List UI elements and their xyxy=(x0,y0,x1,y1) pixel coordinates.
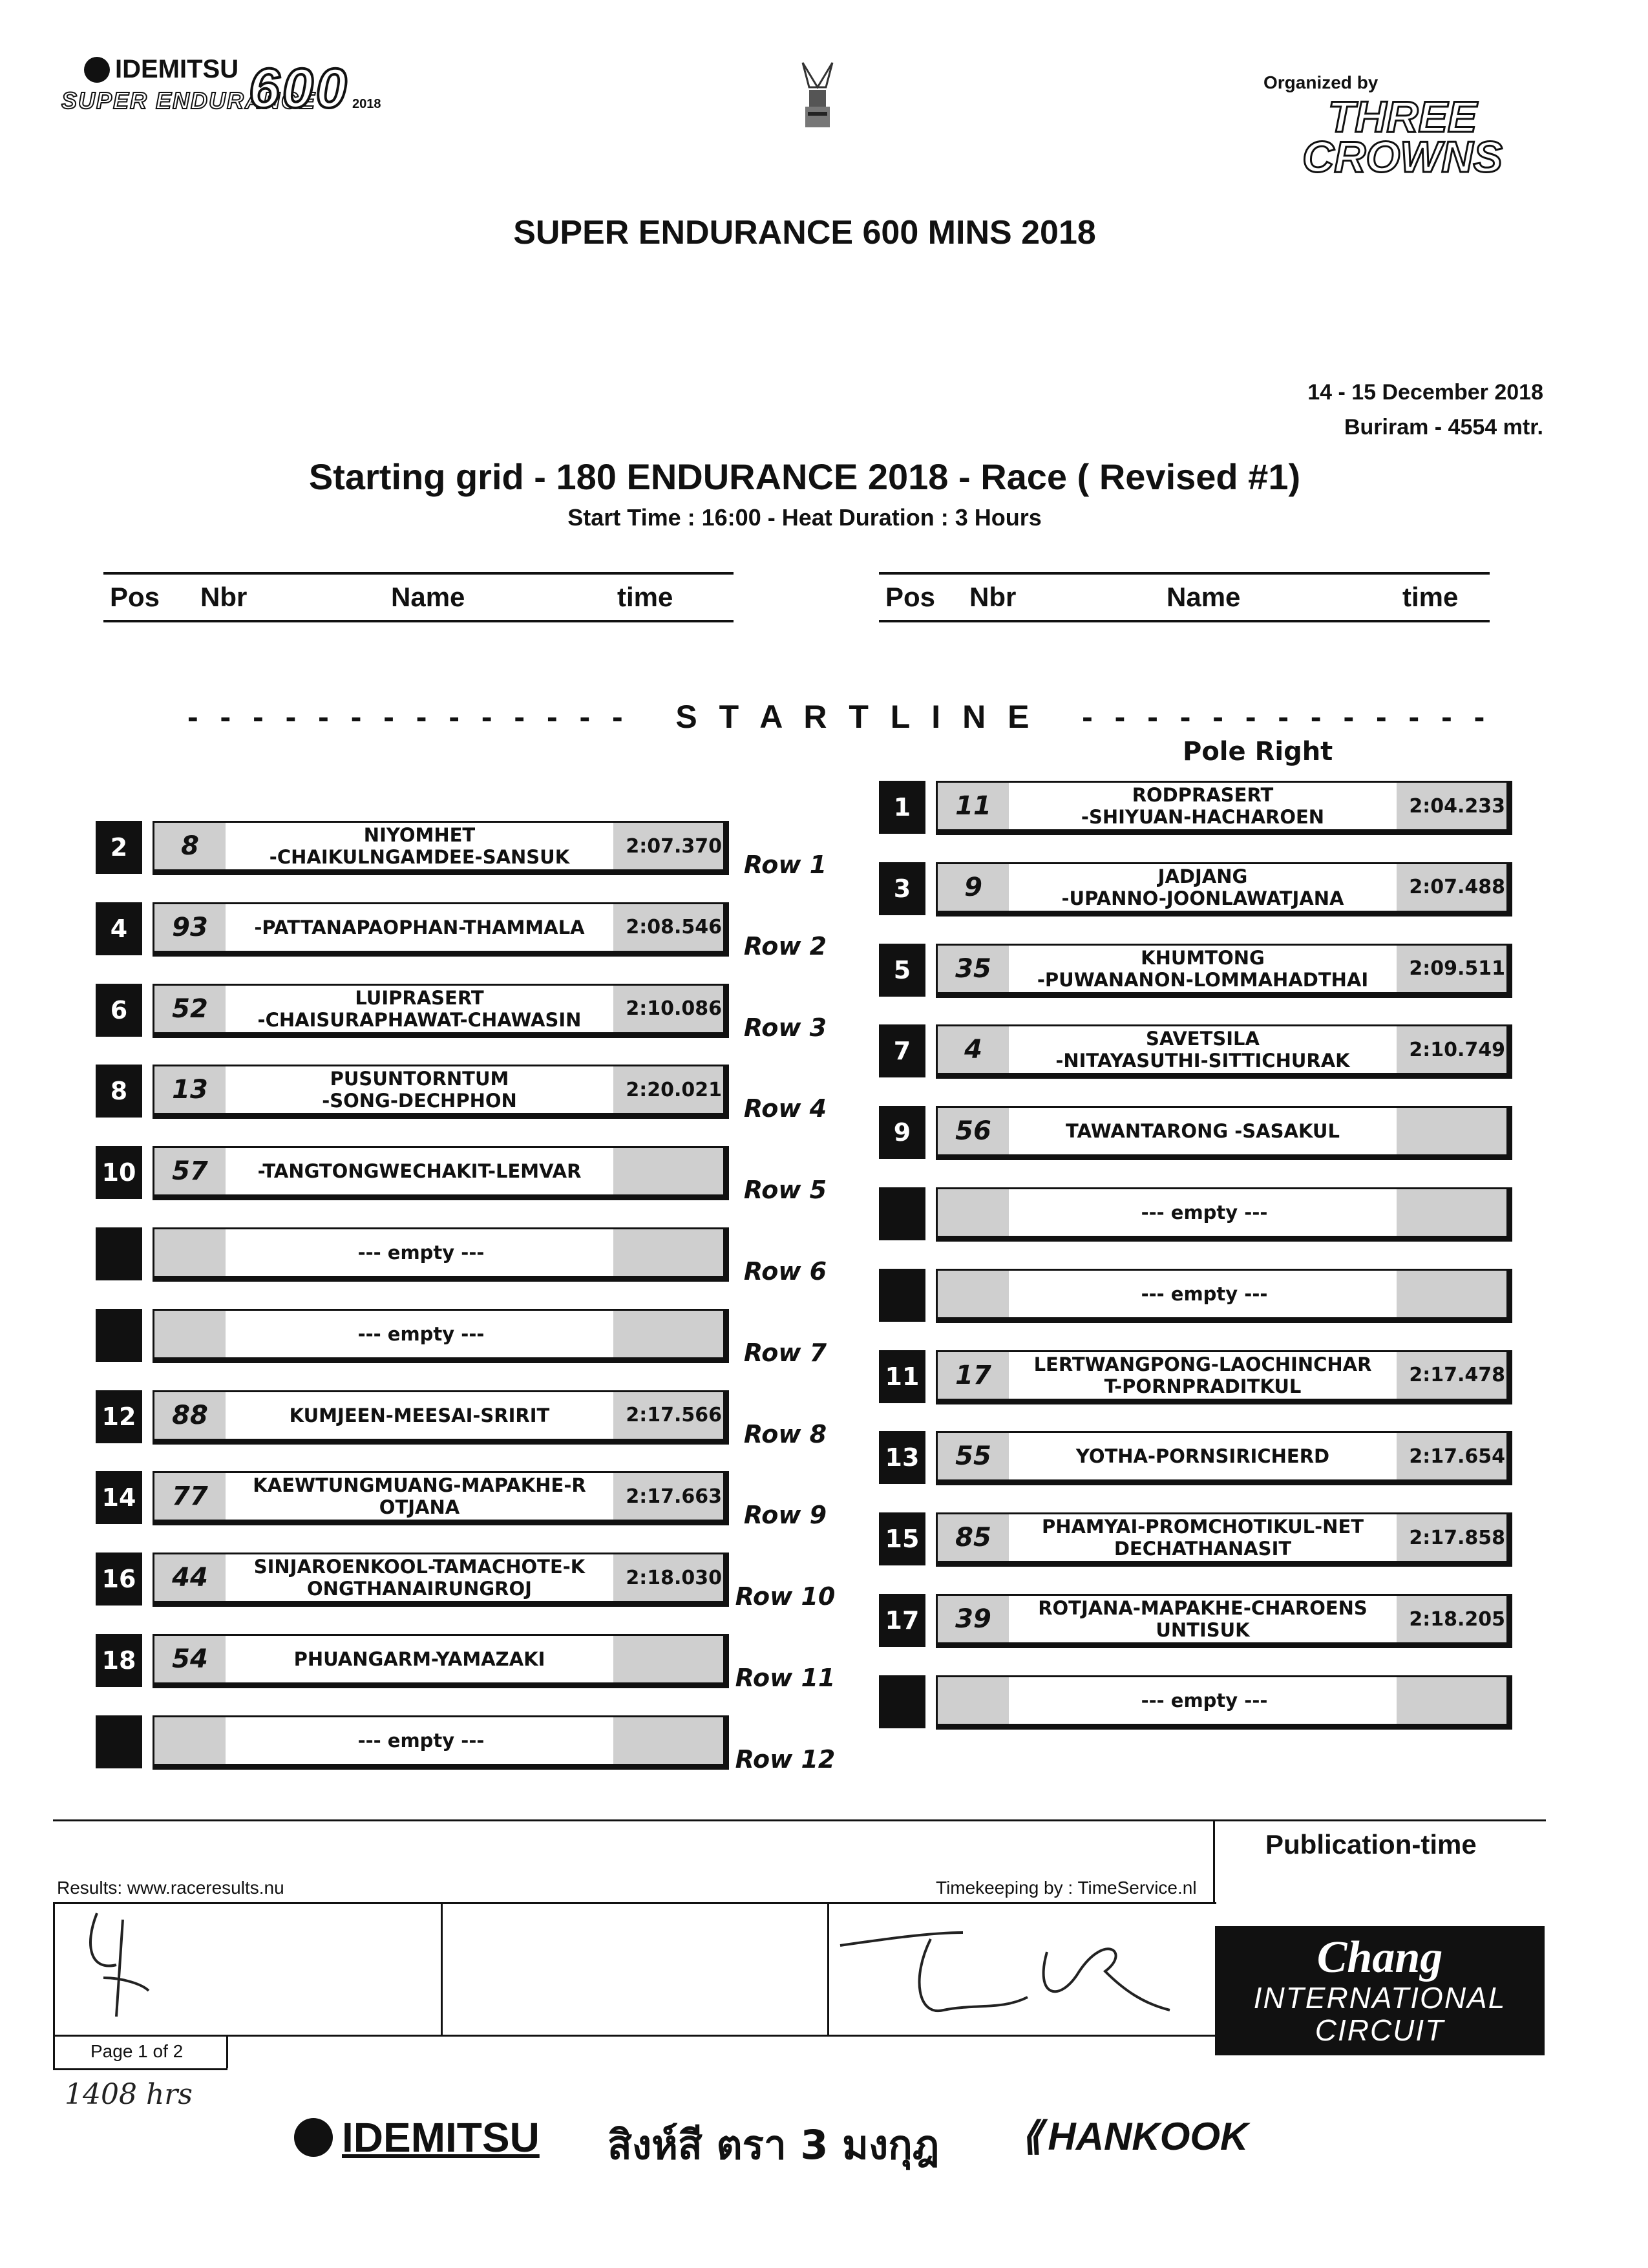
grid-position xyxy=(96,1227,142,1280)
col-pos: Pos xyxy=(885,582,936,612)
qualifying-time: 2:17.654 xyxy=(1397,1433,1506,1479)
right-column-header xyxy=(879,572,1490,622)
grid-slot xyxy=(96,984,729,1037)
grid-entry-box xyxy=(153,821,729,875)
driver-names: SINJAROENKOOL-TAMACHOTE-K ONGTHANAIRUNGROJ xyxy=(253,1556,586,1600)
driver-names: ROTJANA-MAPAKHE-CHAROENS UNTISUK xyxy=(1038,1597,1368,1641)
qualifying-time: 2:10.749 xyxy=(1397,1026,1506,1073)
grid-position: 16 xyxy=(96,1553,142,1606)
qualifying-time: 2:09.511 xyxy=(1397,946,1506,992)
driver-names: JADJANG -UPANNO-JOONLAWATJANA xyxy=(1061,865,1344,909)
grid-slot xyxy=(96,1634,729,1687)
grid-position: 3 xyxy=(879,862,925,915)
row-label: Row 1 xyxy=(743,851,827,879)
driver-names: LUIPRASERT -CHAISURAPHAWAT-CHAWASIN xyxy=(257,986,582,1031)
car-number: 35 xyxy=(938,946,1009,992)
page-indicator: Page 1 of 2 xyxy=(90,2041,184,2061)
car-number: 56 xyxy=(938,1108,1009,1154)
grid-slot xyxy=(879,944,1512,997)
driver-names: --- empty --- xyxy=(1009,1677,1400,1724)
grid-slot xyxy=(879,1187,1512,1240)
row-label: Row 7 xyxy=(743,1338,827,1367)
driver-names: SAVETSILA -NITAYASUTHI-SITTICHURAK xyxy=(1055,1028,1350,1072)
grid-slot xyxy=(96,1227,729,1280)
qualifying-time xyxy=(1397,1108,1506,1154)
qualifying-time xyxy=(613,1717,723,1764)
results-link[interactable]: Results: www.raceresults.nu xyxy=(57,1878,284,1898)
chang-logo-text: Chang xyxy=(1316,1933,1443,1982)
driver-names: -PATTANAPAOPHAN-THAMMALA xyxy=(254,916,585,938)
startline-banner: - - - - - - - - - - - - - - S T A R T L I N E - - - - - - - - - - - - - xyxy=(187,699,1492,735)
grid-entry-box xyxy=(153,984,729,1038)
grid-slot xyxy=(879,1106,1512,1159)
grid-entry-box xyxy=(936,1350,1512,1404)
col-nbr: Nbr xyxy=(200,582,248,612)
event-dates: 14 - 15 December 2018 xyxy=(1307,380,1543,405)
driver-names: --- empty --- xyxy=(226,1229,617,1276)
driver-names: TAWANTARONG -SASAKUL xyxy=(1066,1120,1340,1143)
grid-position: 4 xyxy=(96,902,142,955)
organized-by-label: Organized by xyxy=(1263,72,1379,92)
col-time: time xyxy=(617,582,673,612)
grid-position: 13 xyxy=(879,1431,925,1484)
qualifying-time: 2:07.488 xyxy=(1397,864,1506,911)
col-nbr: Nbr xyxy=(969,582,1017,612)
grid-entry-box xyxy=(936,1187,1512,1242)
circuit-line-2: INTERNATIONAL xyxy=(1253,1981,1506,2015)
car-number xyxy=(938,1271,1009,1317)
grid-position: 15 xyxy=(879,1512,925,1565)
handwritten-time-note: 1408 hrs xyxy=(65,2078,193,2111)
row-label: Row 5 xyxy=(743,1176,827,1205)
timekeeping-credit: Timekeeping by : TimeService.nl xyxy=(936,1878,1197,1898)
event-venue: Buriram - 4554 mtr. xyxy=(1344,415,1543,440)
grid-entry-box xyxy=(936,1594,1512,1648)
car-number: 77 xyxy=(154,1473,226,1520)
row-label: Row 4 xyxy=(743,1094,827,1123)
grid-slot xyxy=(96,902,729,955)
sponsor-three-crowns-thai: สิงห์สี ตรา 3 มงกุฎ xyxy=(607,2121,940,2168)
qualifying-time: 2:17.858 xyxy=(1397,1514,1506,1561)
qualifying-time: 2:20.021 xyxy=(613,1066,723,1113)
driver-names: PHUANGARM-YAMAZAKI xyxy=(293,1648,545,1670)
sponsor-hankook xyxy=(1021,2114,1248,2159)
grid-slot xyxy=(96,821,729,874)
grid-slot xyxy=(96,1553,729,1606)
grid-entry-box xyxy=(153,1309,729,1363)
qualifying-time: 2:07.370 xyxy=(613,823,723,869)
grid-slot xyxy=(96,1146,729,1199)
driver-names: PHAMYAI-PROMCHOTIKUL-NET DECHATHANASIT xyxy=(1041,1516,1364,1560)
royal-crest-icon xyxy=(800,61,835,132)
grid-position: 2 xyxy=(96,821,142,874)
col-pos: Pos xyxy=(110,582,160,612)
car-number: 85 xyxy=(938,1514,1009,1561)
car-number: 13 xyxy=(154,1066,226,1113)
qualifying-time xyxy=(613,1311,723,1357)
row-label: Row 3 xyxy=(743,1013,827,1042)
grid-entry-box xyxy=(153,1065,729,1119)
driver-names: KUMJEEN-MEESAI-SRIRIT xyxy=(289,1404,550,1426)
idemitsu-header-logo xyxy=(84,55,238,84)
row-label: Row 11 xyxy=(735,1664,836,1692)
grid-position xyxy=(879,1269,925,1322)
driver-names: --- empty --- xyxy=(226,1311,617,1357)
series-600-logo: 600 xyxy=(249,58,350,120)
grid-position xyxy=(879,1187,925,1240)
car-number: 88 xyxy=(154,1392,226,1439)
grid-entry-box xyxy=(936,781,1512,835)
grid-entry-box xyxy=(936,862,1512,917)
driver-names: --- empty --- xyxy=(1009,1189,1400,1236)
col-name: Name xyxy=(1167,582,1241,612)
grid-entry-box xyxy=(153,1553,729,1607)
driver-names: PUSUNTORNTUM -SONG-DECHPHON xyxy=(322,1068,517,1112)
grid-entry-box xyxy=(153,1715,729,1770)
driver-names: KHUMTONG -PUWANANON-LOMMAHADTHAI xyxy=(1037,946,1369,991)
pole-side-label: Pole Right xyxy=(1183,737,1333,767)
car-number xyxy=(154,1311,226,1357)
car-number: 9 xyxy=(938,864,1009,911)
grid-slot xyxy=(879,781,1512,834)
row-label: Row 9 xyxy=(743,1501,827,1530)
page-box-right xyxy=(226,2035,228,2068)
col-time: time xyxy=(1402,582,1459,612)
three-crowns-line1: THREE xyxy=(1327,92,1477,142)
grid-position xyxy=(96,1309,142,1362)
qualifying-time: 2:17.478 xyxy=(1397,1352,1506,1399)
car-number: 11 xyxy=(938,783,1009,829)
grid-entry-box xyxy=(936,1675,1512,1730)
qualifying-time xyxy=(613,1229,723,1276)
grid-slot xyxy=(96,1471,729,1524)
car-number xyxy=(154,1717,226,1764)
grid-slot xyxy=(879,862,1512,915)
grid-position: 11 xyxy=(879,1350,925,1403)
grid-position: 18 xyxy=(96,1634,142,1687)
qualifying-time: 2:04.233 xyxy=(1397,783,1506,829)
grid-entry-box xyxy=(153,902,729,957)
driver-names: -TANGTONGWECHAKIT-LEMVAR xyxy=(257,1160,582,1183)
car-number: 57 xyxy=(154,1148,226,1194)
row-label: Row 2 xyxy=(743,931,827,960)
left-column-header xyxy=(103,572,734,622)
qualifying-time xyxy=(613,1636,723,1682)
sponsor-idemitsu-text: IDEMITSU xyxy=(342,2114,540,2161)
grid-slot xyxy=(879,1512,1512,1565)
qualifying-time: 2:17.566 xyxy=(613,1392,723,1439)
event-title: SUPER ENDURANCE 600 MINS 2018 xyxy=(513,214,1096,251)
row-label: Row 8 xyxy=(743,1419,827,1448)
grid-position: 8 xyxy=(96,1065,142,1118)
car-number: 54 xyxy=(154,1636,226,1682)
car-number xyxy=(154,1229,226,1276)
signature-box-left xyxy=(53,1902,55,2069)
driver-names: RODPRASERT -SHIYUAN-HACHAROEN xyxy=(1081,784,1325,828)
signature-box-top xyxy=(53,1902,1216,1904)
idemitsu-emblem-icon xyxy=(294,2118,333,2157)
publication-time-label: Publication-time xyxy=(1265,1829,1477,1860)
grid-position: 7 xyxy=(879,1024,925,1077)
car-number: 17 xyxy=(938,1352,1009,1399)
car-number: 52 xyxy=(154,986,226,1032)
event-date-venue xyxy=(1307,375,1543,445)
grid-position: 10 xyxy=(96,1146,142,1199)
grid-slot xyxy=(879,1024,1512,1077)
starting-grid-subtitle: Start Time : 16:00 - Heat Duration : 3 Hours xyxy=(567,504,1042,531)
qualifying-time: 2:17.663 xyxy=(613,1473,723,1520)
sponsor-hankook-text: HANKOOK xyxy=(1048,2114,1249,2158)
grid-slot xyxy=(96,1715,729,1768)
qualifying-time: 2:10.086 xyxy=(613,986,723,1032)
qualifying-time xyxy=(1397,1271,1506,1317)
grid-entry-box xyxy=(153,1146,729,1200)
grid-entry-box xyxy=(153,1634,729,1688)
car-number xyxy=(938,1677,1009,1724)
grid-entry-box xyxy=(936,1512,1512,1567)
grid-slot xyxy=(879,1431,1512,1484)
driver-names: --- empty --- xyxy=(226,1717,617,1764)
car-number: 8 xyxy=(154,823,226,869)
grid-slot xyxy=(879,1594,1512,1647)
hankook-wing-icon: ⟪ xyxy=(1021,2114,1043,2157)
grid-position: 14 xyxy=(96,1471,142,1524)
grid-entry-box xyxy=(936,1431,1512,1485)
row-label: Row 12 xyxy=(735,1744,836,1774)
grid-position: 17 xyxy=(879,1594,925,1647)
qualifying-time: 2:18.030 xyxy=(613,1554,723,1601)
grid-slot xyxy=(879,1350,1512,1403)
idemitsu-header-text: IDEMITSU xyxy=(115,55,239,83)
grid-position xyxy=(879,1675,925,1728)
series-year: 2018 xyxy=(352,97,381,111)
grid-slot xyxy=(879,1269,1512,1322)
driver-names: --- empty --- xyxy=(1009,1271,1400,1317)
idemitsu-emblem-icon xyxy=(84,57,110,83)
car-number: 55 xyxy=(938,1433,1009,1479)
grid-slot xyxy=(96,1065,729,1118)
qualifying-time: 2:18.205 xyxy=(1397,1596,1506,1642)
grid-slot xyxy=(96,1390,729,1443)
chang-circuit-logo xyxy=(1215,1926,1545,2055)
car-number: 93 xyxy=(154,904,226,951)
grid-position: 5 xyxy=(879,944,925,997)
grid-entry-box xyxy=(153,1227,729,1282)
three-crowns-logo xyxy=(1260,92,1545,182)
car-number: 4 xyxy=(938,1026,1009,1073)
grid-position: 1 xyxy=(879,781,925,834)
circuit-line-3: CIRCUIT xyxy=(1315,2013,1445,2047)
driver-names: LERTWANGPONG-LAOCHINCHAR T-PORNPRADITKUL xyxy=(1033,1353,1372,1397)
grid-entry-box xyxy=(153,1471,729,1525)
grid-slot xyxy=(96,1309,729,1362)
super-endurance-logo-text: SUPER ENDURANCE xyxy=(61,87,317,114)
grid-entry-box xyxy=(153,1390,729,1445)
grid-slot xyxy=(879,1675,1512,1728)
qualifying-time xyxy=(1397,1677,1506,1724)
row-label: Row 6 xyxy=(743,1257,827,1286)
car-number xyxy=(938,1189,1009,1236)
page-box-bottom xyxy=(53,2068,227,2070)
signature-divider-1 xyxy=(441,1902,443,2035)
footer-divider xyxy=(1213,1819,1215,1903)
qualifying-time xyxy=(613,1148,723,1194)
car-number: 44 xyxy=(154,1554,226,1601)
driver-names: NIYOMHET -CHAIKULNGAMDEE-SANSUK xyxy=(269,824,570,868)
grid-entry-box xyxy=(936,1024,1512,1079)
grid-entry-box xyxy=(936,944,1512,998)
timekeeper-signature xyxy=(834,1913,1209,2030)
starting-grid-title: Starting grid - 180 ENDURANCE 2018 - Race ( Revised #1) xyxy=(308,456,1301,497)
signature-divider-2 xyxy=(827,1902,829,2035)
qualifying-time: 2:08.546 xyxy=(613,904,723,951)
sponsor-idemitsu xyxy=(294,2114,540,2161)
grid-position: 9 xyxy=(879,1106,925,1159)
handwritten-initial-signature xyxy=(78,1907,168,2030)
row-label: Row 10 xyxy=(735,1582,836,1611)
car-number: 39 xyxy=(938,1596,1009,1642)
grid-position: 12 xyxy=(96,1390,142,1443)
col-name: Name xyxy=(391,582,465,612)
driver-names: YOTHA-PORNSIRICHERD xyxy=(1075,1445,1330,1468)
grid-entry-box xyxy=(936,1269,1512,1323)
driver-names: KAEWTUNGMUANG-MAPAKHE-R OTJANA xyxy=(253,1474,586,1519)
qualifying-time xyxy=(1397,1189,1506,1236)
three-crowns-line2: CROWNS xyxy=(1302,132,1503,182)
grid-position: 6 xyxy=(96,984,142,1037)
grid-entry-box xyxy=(936,1106,1512,1160)
grid-position xyxy=(96,1715,142,1768)
footer-top-rule xyxy=(53,1819,1546,1821)
